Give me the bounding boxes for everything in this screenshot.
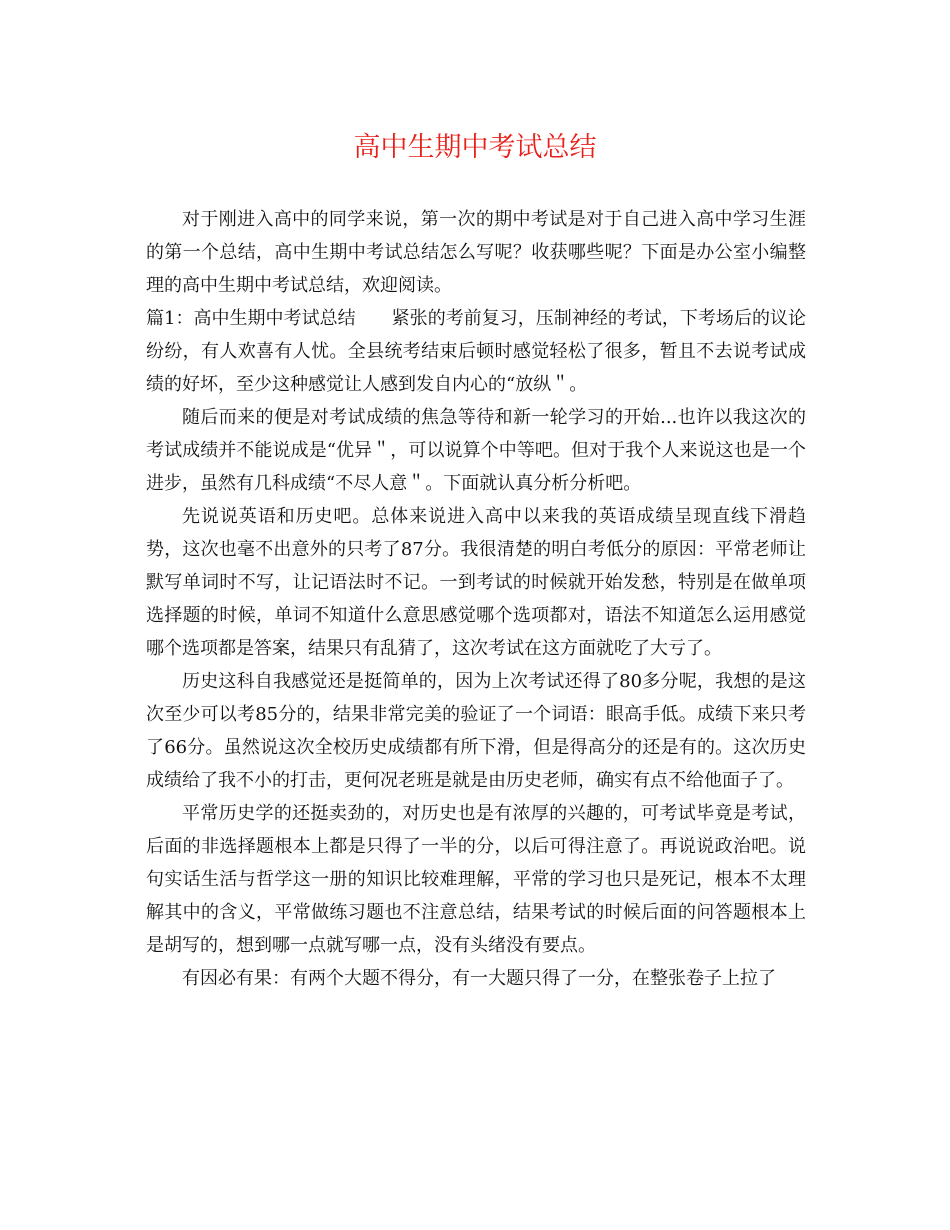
paragraph-conclusion: 有因必有果：有两个大题不得分，有一大题只得了一分，在整张卷子上拉了 xyxy=(182,968,776,989)
paragraph-results: 随后而来的便是对考试成绩的焦急等待和新一轮学习的开始...也许以我这次的考试成绩并不能说成是“优异＂，可以说算个中等吧。但对于我个人来说这也是一个进步，虽然有几科成绩“不尽人意＂。下面就认真分析分析吧。 xyxy=(146,407,806,494)
paragraph-politics: 平常历史学的还挺卖劲的，对历史也是有浓厚的兴趣的，可考试毕竟是考试，后面的非选择题根本上都是只得了一半的分，以后可得注意了。再说说政治吧。说句实话生活与哲学这一册的知识比较难理解，平常的学习也只是死记，根本不太理解其中的含义，平常做练习题也不注意总结，结果考试的时候后面的问答题根本上是胡写的，想到哪一点就写哪一点，没有头绪没有要点。 xyxy=(146,803,806,956)
paragraph-history: 历史这科自我感觉还是挺简单的，因为上次考试还得了80多分呢，我想的是这次至少可以考85分的，结果非常完美的验证了一个词语：眼高手低。成绩下来只考了66分。虽然说这次全校历史成绩都有所下滑，但是得高分的还是有的。这次历史成绩给了我不小的打击，更何况老班是就是由历史老师，确实有点不给他面子了。 xyxy=(146,671,806,791)
document-title: 高中生期中考试总结 xyxy=(353,132,597,163)
paragraph-english: 先说说英语和历史吧。总体来说进入高中以来我的英语成绩呈现直线下滑趋势，这次也毫不出意外的只考了87分。我很清楚的明白考低分的原因：平常老师让默写单词时不写，让记语法时不记。一到考试的时候就开始发愁，特别是在做单项选择题的时候，单词不知道什么意思感觉哪个选项都对，语法不知道怎么运用感觉哪个选项都是答案，结果只有乱猜了，这次考试在这方面就吃了大亏了。 xyxy=(146,506,806,659)
paragraph-article-1: 篇1：高中生期中考试总结 紧张的考前复习，压制神经的考试，下考场后的议论纷纷，有人欢喜有人忧。全县统考结束后顿时感觉轻松了很多，暂且不去说考试成绩的好坏，至少这种感觉让人感到发自内心的“放纵＂。 xyxy=(146,308,806,395)
paragraph-intro: 对于刚进入高中的同学来说，第一次的期中考试是对于自己进入高中学习生涯的第一个总结，高中生期中考试总结怎么写呢？收获哪些呢？下面是办公室小编整理的高中生期中考试总结，欢迎阅读。 xyxy=(146,209,806,296)
document-body xyxy=(146,203,806,995)
